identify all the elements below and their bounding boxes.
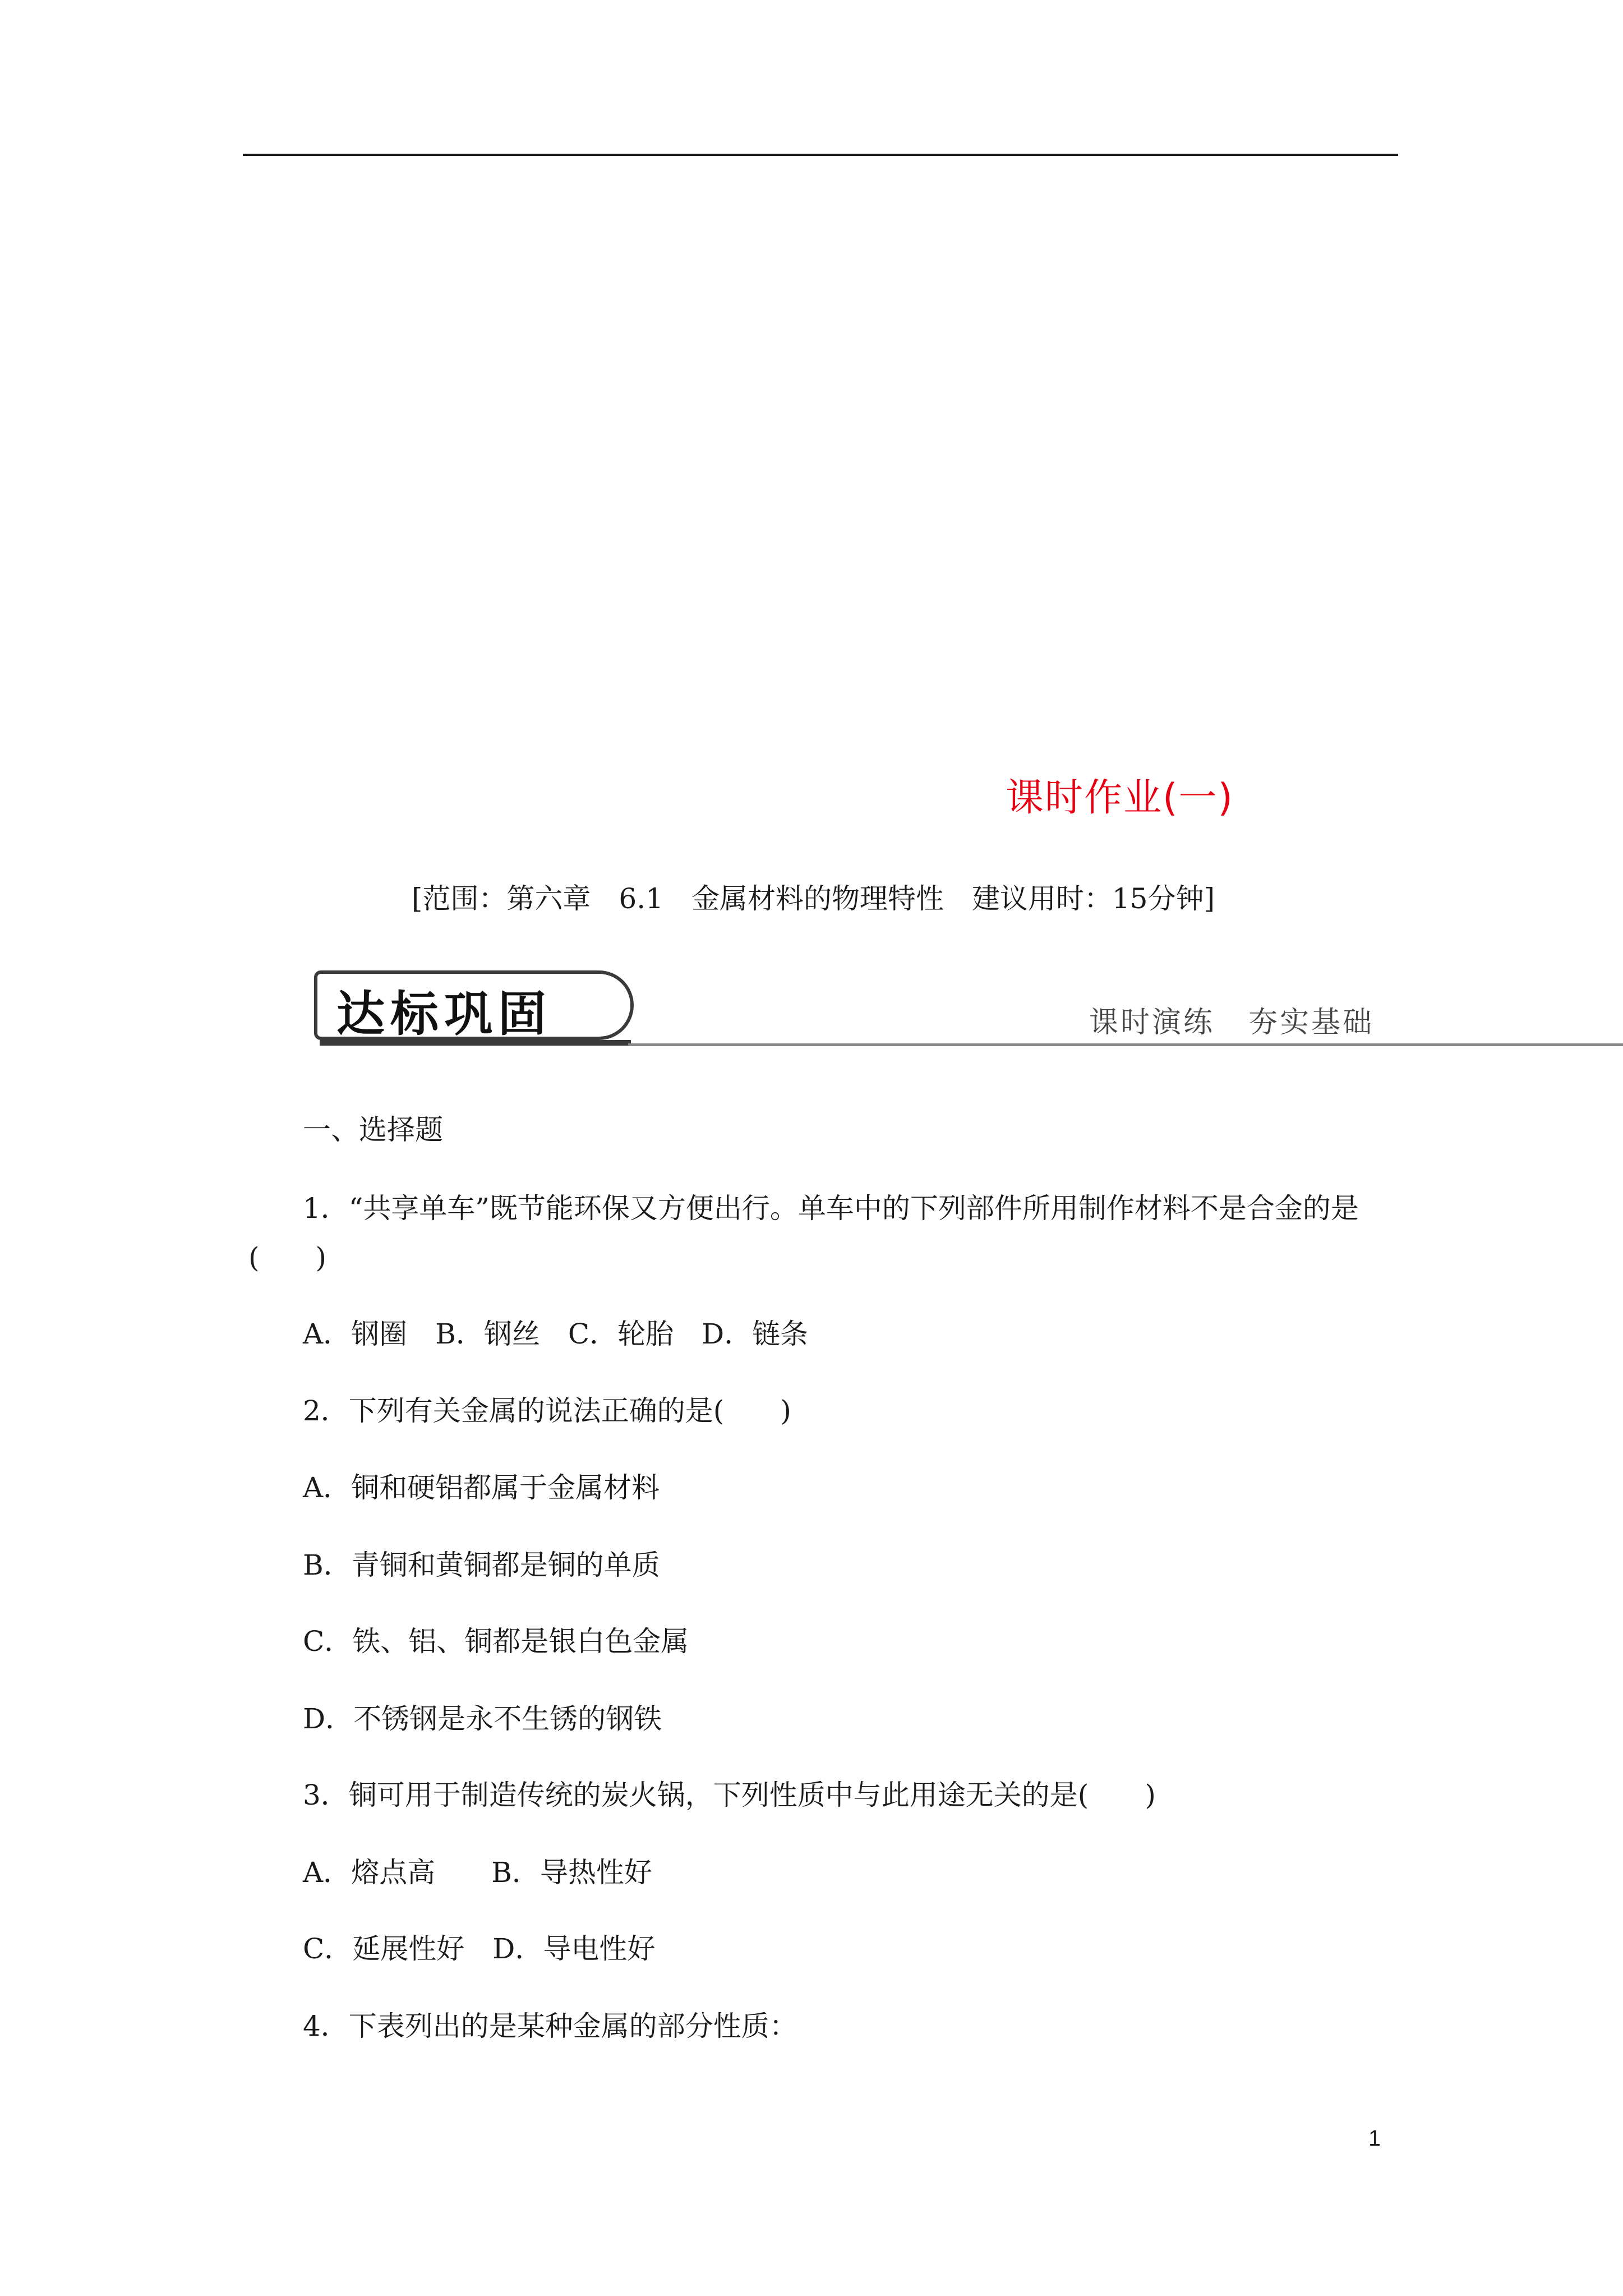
page-title: 课时作业(一) — [1005, 776, 1234, 820]
section-banner — [314, 970, 1374, 1055]
q2-stem: 2．下列有关金属的说法正确的是( ) — [303, 1395, 791, 1427]
q2-option-c: C．铁、铝、铜都是银白色金属 — [303, 1625, 689, 1658]
q1-stem-line1: 1．“共享单车”既节能环保又方便出行。单车中的下列部件所用制作材料不是合金的是 — [303, 1192, 1359, 1225]
banner-tagline — [1089, 999, 1374, 1041]
banner-label: 达标巩固 — [336, 986, 552, 1042]
q3-stem: 3．铜可用于制造传统的炭火锅，下列性质中与此用途无关的是( ) — [303, 1779, 1156, 1811]
q1-stem-line2: ( ) — [248, 1241, 327, 1274]
q1-options: A．钢圈 B．钢丝 C．轮胎 D．链条 — [303, 1318, 809, 1350]
banner-tag-1: 课时演练 — [1089, 1006, 1215, 1039]
q2-option-b: B．青铜和黄铜都是铜的单质 — [303, 1549, 660, 1581]
scope-note: [范围：第六章 6.1 金属材料的物理特性 建议用时：15分钟] — [411, 882, 1215, 915]
q2-option-a: A．铜和硬铝都属于金属材料 — [303, 1471, 660, 1504]
q2-option-d: D．不锈钢是永不生锈的钢铁 — [303, 1703, 662, 1735]
banner-tag-2: 夯实基础 — [1248, 1006, 1374, 1039]
header-rule — [243, 154, 1398, 156]
banner-cap — [561, 970, 634, 1040]
q4-stem: 4．下表列出的是某种金属的部分性质： — [303, 2010, 797, 2042]
section-heading: 一、选择题 — [303, 1114, 443, 1146]
q3-options-ab: A．熔点高 B．导热性好 — [303, 1856, 652, 1889]
banner-underline — [628, 1043, 1623, 1046]
q3-options-cd: C．延展性好 D．导电性好 — [303, 1932, 656, 1965]
page-number: 1 — [1368, 2126, 1381, 2151]
